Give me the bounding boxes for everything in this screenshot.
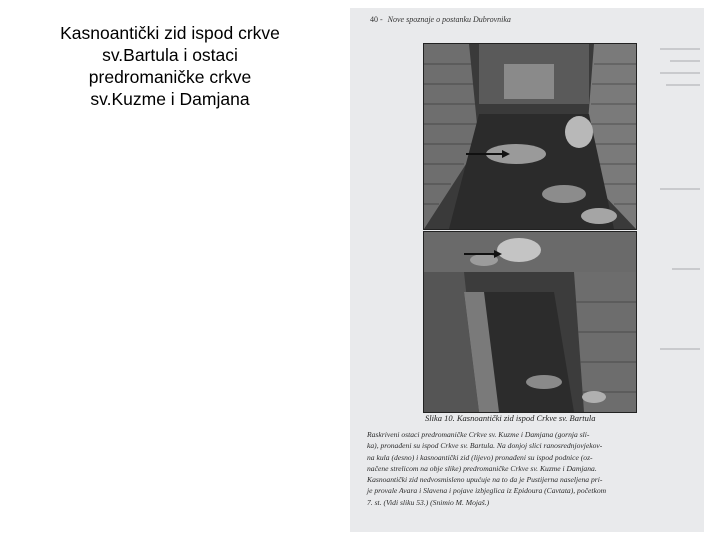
excavation-photo-bottom xyxy=(423,231,637,413)
caption-line: Kasnoantički zid nedvosmisleno upućuje na to da je Pustijerna naseljena pri- xyxy=(367,475,603,485)
caption-line: ka), pronađeni su ispod Crkve sv. Bartula. Na donjoj slici ranosrednjovjekov- xyxy=(367,441,603,451)
excavation-photo-top xyxy=(423,43,637,230)
slide-title xyxy=(20,22,320,110)
running-title: Nove spoznaje o postanku Dubrovnika xyxy=(387,15,511,24)
figure-caption: Slika 10. Kasnoantički zid ispod Crkve sv. Bartula xyxy=(425,413,596,423)
bleed-through-text xyxy=(660,48,700,50)
caption-line: je provale Avara i Slavena i pojave izbjeglica iz Epidoura (Cavtata), početkom xyxy=(367,486,607,496)
page-header xyxy=(370,15,511,24)
slide-title-line: Kasnoantički zid ispod crkve xyxy=(60,23,280,43)
bleed-through-text xyxy=(660,188,700,190)
caption-line: načene strelicom na obje slike) predromaničke Crkve sv. Kuzme i Damjana. xyxy=(367,463,597,473)
bleed-through-text xyxy=(666,84,700,86)
page-number: 40 - xyxy=(370,15,383,24)
bleed-through-text xyxy=(670,60,700,62)
bleed-through-text xyxy=(672,268,700,270)
caption-line: na kula (desno) i kasnoantički zid (lijevo) pronađeni su ispod podnice (oz- xyxy=(367,452,593,462)
caption-line: Raskriveni ostaci predromaničke Crkve sv. Kuzme i Damjana (gornja sli- xyxy=(367,430,590,439)
slide-title-line: sv.Bartula i ostaci xyxy=(102,45,238,65)
caption-body xyxy=(367,429,697,508)
bleed-through-text xyxy=(660,72,700,74)
page-scan xyxy=(350,8,704,532)
slide-title-line: sv.Kuzme i Damjana xyxy=(90,89,250,109)
caption-line: 7. st. (Vidi sliku 53.) (Snimio M. Mojaš.) xyxy=(367,497,490,507)
bleed-through-text xyxy=(660,348,700,350)
slide-title-line: predromaničke crkve xyxy=(88,67,252,87)
